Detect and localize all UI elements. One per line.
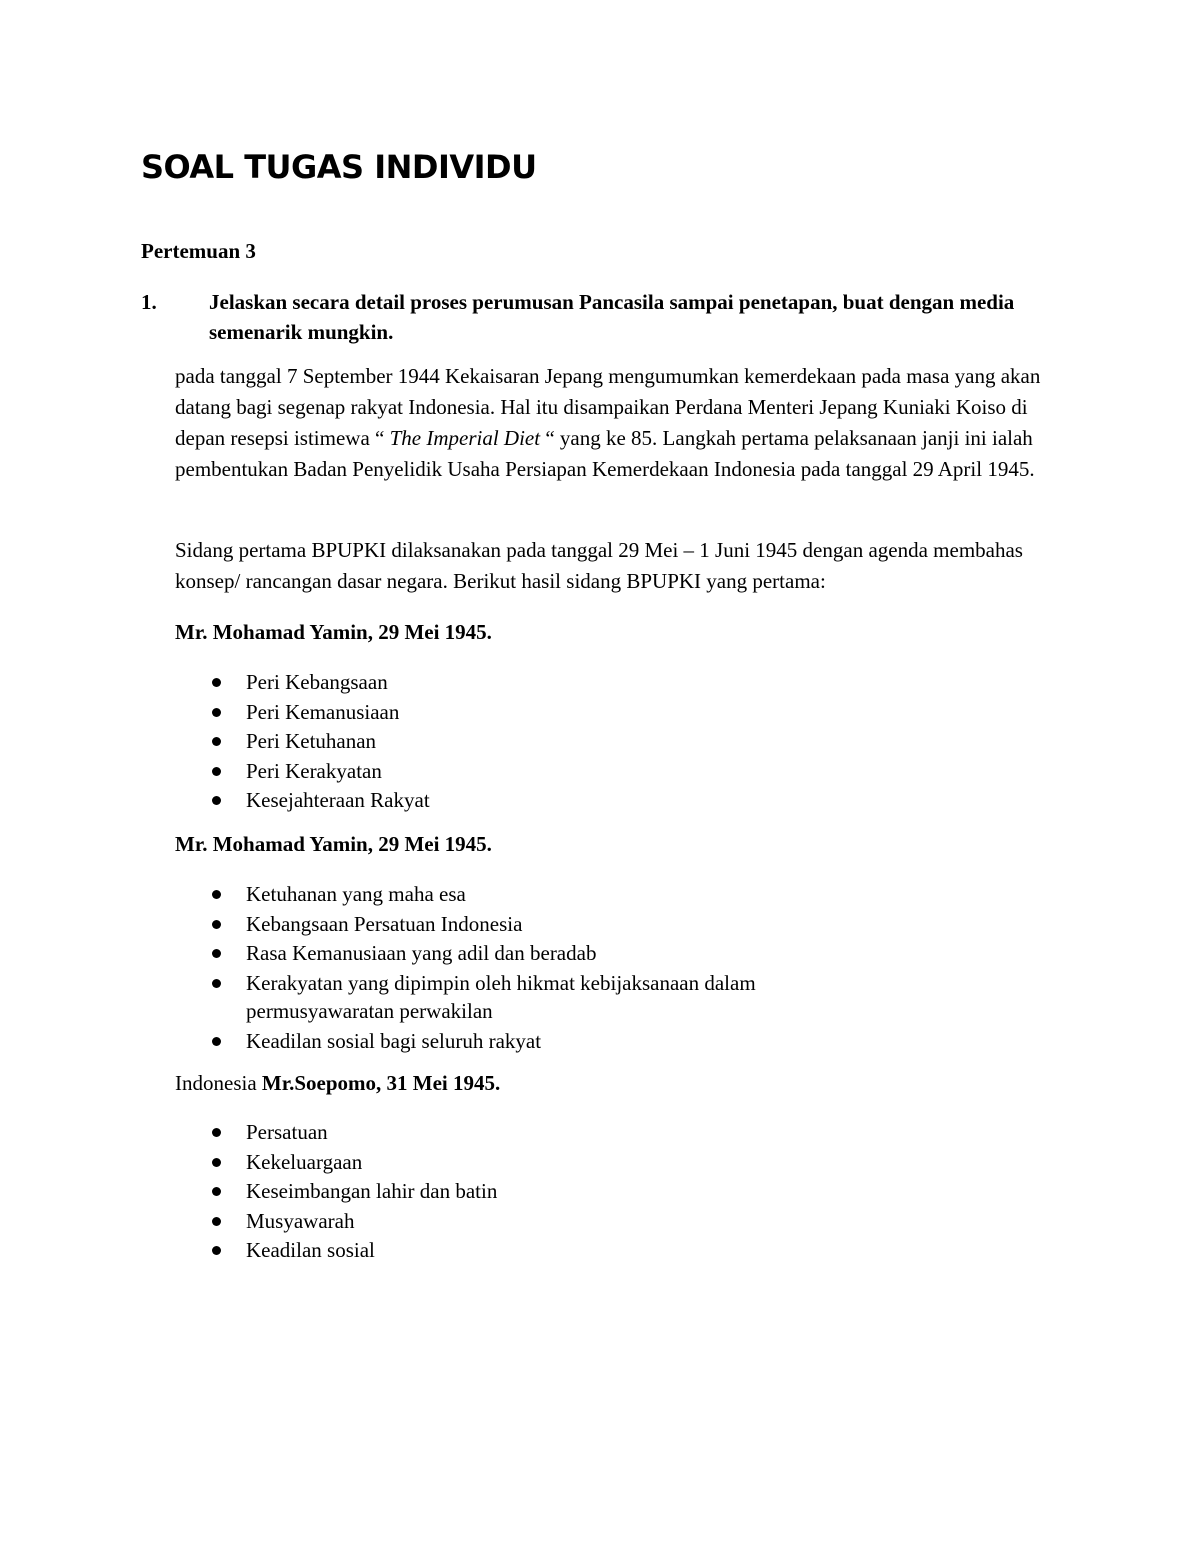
- list-item-text: Kesejahteraan Rakyat: [246, 788, 430, 812]
- list-item: [175, 1207, 875, 1237]
- paragraph-1-text-b: “ yang ke 85. Langkah pertama pelaksanaan janji ini ialah pembentukan Badan Penyelidik Usaha Persiapan Kemerdekaan Indonesia pada tanggal 29 April 1945.: [175, 426, 1035, 481]
- bullet-list-2: [175, 880, 875, 1056]
- list-item: [175, 880, 875, 910]
- bullet-icon: [212, 1128, 221, 1137]
- document-title: SOAL TUGAS INDIVIDU: [141, 148, 537, 186]
- bullet-list-3: [175, 1118, 875, 1266]
- section-heading-1: Mr. Mohamad Yamin, 29 Mei 1945.: [175, 620, 492, 644]
- bullet-icon: [212, 708, 221, 717]
- paragraph-1-italic: The Imperial Diet: [389, 426, 541, 450]
- bullet-icon: [212, 767, 221, 776]
- list-item-text: Peri Kerakyatan: [246, 758, 382, 783]
- bullet-icon: [212, 1217, 221, 1226]
- list-item-text: Ketuhanan yang maha esa: [246, 882, 466, 906]
- list-item-text: Peri Kemanusiaan: [246, 699, 400, 724]
- bullet-icon: [212, 1187, 221, 1196]
- list-item: [175, 1236, 875, 1266]
- section-heading-3-name: Mr.Soepomo, 31 Mei 1945.: [261, 1071, 501, 1095]
- question-number: 1.: [141, 290, 157, 314]
- list-item: [175, 969, 875, 1027]
- section-heading-3-prefix: Indonesia: [175, 1071, 262, 1095]
- list-item-text: Peri Ketuhanan: [246, 729, 377, 753]
- bullet-icon: [212, 920, 221, 929]
- bullet-icon: [212, 949, 221, 958]
- bullet-icon: [212, 890, 221, 899]
- bullet-icon: [212, 737, 221, 746]
- list-item-text: Peri Kebangsaan: [246, 670, 388, 694]
- question-text: Jelaskan secara detail proses perumusan Pancasila sampai penetapan, buat dengan media semenarik mungkin.: [209, 290, 1015, 344]
- bullet-icon: [212, 796, 221, 805]
- list-item: [175, 939, 875, 969]
- list-item-text: Persatuan: [246, 1120, 328, 1144]
- list-item: [175, 1148, 875, 1178]
- bullet-icon: [212, 979, 221, 988]
- list-item: [175, 910, 875, 940]
- section-heading-3: [175, 1068, 500, 1099]
- list-item-text: Kekeluargaan: [246, 1149, 363, 1174]
- section-heading-2: Mr. Mohamad Yamin, 29 Mei 1945.: [175, 832, 492, 856]
- list-item-text: Musyawarah: [246, 1208, 355, 1233]
- bullet-icon: [212, 678, 221, 687]
- list-item: [175, 1177, 875, 1207]
- list-item-text: Rasa Kemanusiaan yang adil dan beradab: [246, 941, 597, 965]
- bullet-list-1: [175, 668, 875, 816]
- bullet-icon: [212, 1037, 221, 1046]
- list-item: [175, 786, 875, 816]
- list-item-text: Keadilan sosial: [246, 1238, 375, 1262]
- list-item-text: Kerakyatan yang dipimpin oleh hikmat kebijaksanaan dalam permusyawaratan perwakilan: [246, 970, 756, 1023]
- meeting-subtitle: Pertemuan 3: [141, 239, 256, 263]
- list-item: [175, 698, 875, 728]
- list-item-text: Keadilan sosial bagi seluruh rakyat: [246, 1028, 542, 1053]
- list-item: [175, 668, 875, 698]
- bullet-icon: [212, 1246, 221, 1255]
- list-item: [175, 727, 875, 757]
- question-item: [141, 287, 1071, 347]
- list-item: [175, 1118, 875, 1148]
- paragraph-1-text-a: pada tanggal 7 September 1944 Kekaisaran Jepang mengumumkan kemerdekaan pada masa yang akan datang bagi segenap rakyat Indonesia. Hal itu disampaikan Perdana Menteri Jepang Kuniaki Koiso di depan resepsi istimewa “: [175, 364, 1041, 450]
- list-item: [175, 1027, 875, 1057]
- paragraph-2: Sidang pertama BPUPKI dilaksanakan pada tanggal 29 Mei – 1 Juni 1945 dengan agenda membahas konsep/ rancangan dasar negara. Berikut hasil sidang BPUPKI yang pertama:: [175, 538, 1023, 593]
- list-item-text: Keseimbangan lahir dan batin: [246, 1179, 498, 1203]
- list-item-text: Kebangsaan Persatuan Indonesia: [246, 911, 523, 936]
- list-item: [175, 757, 875, 787]
- paragraph-1: [175, 361, 1075, 485]
- bullet-icon: [212, 1158, 221, 1167]
